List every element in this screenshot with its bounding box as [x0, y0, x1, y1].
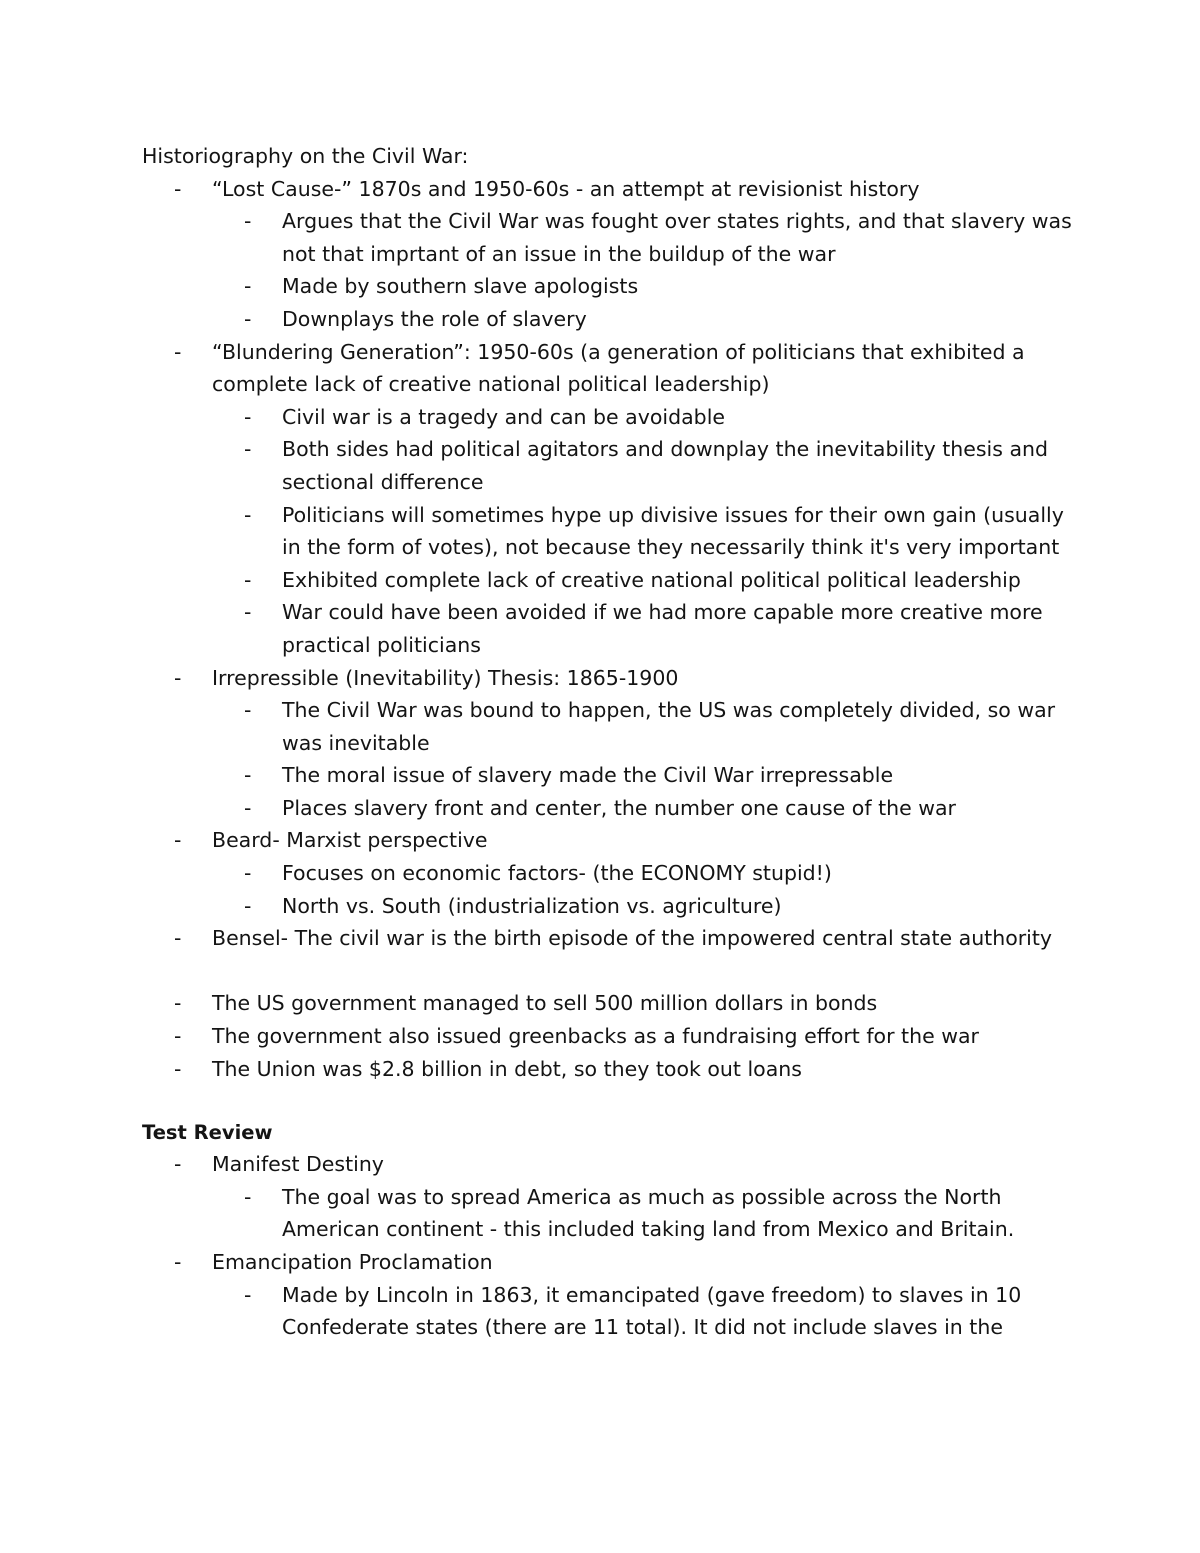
sub-list-item: [212, 433, 1072, 498]
sub-list-item: [212, 270, 1072, 303]
sub-list-item-text: The Civil War was bound to happen, the US was completely divided, so war was inevitable: [282, 698, 1056, 755]
bullet-dash: -: [174, 926, 182, 951]
bullet-dash: -: [244, 404, 252, 429]
list-item-text: “Blundering Generation”: 1950-60s (a generation of politicians that exhibited a complete lack of creative national political leadership): [212, 339, 1025, 397]
bullet-dash: -: [174, 665, 182, 690]
bullet-dash: -: [244, 274, 252, 299]
sub-list-item-text: The goal was to spread America as much as possible across the North American continent - this included taking land from Mexico and Britain.: [282, 1184, 1015, 1242]
list-item: [142, 336, 1072, 662]
sub-list-item: [212, 1181, 1072, 1246]
sub-list: [212, 1279, 1072, 1344]
bullet-dash: -: [244, 698, 252, 723]
sub-list-item-text: Argues that the Civil War was fought over states rights, and that slavery was not that imprtant of an issue in the buildup of the war: [282, 209, 1072, 266]
list-item-text: Beard- Marxist perspective: [212, 828, 488, 853]
list-item-text: The government also issued greenbacks as a fundraising effort for the war: [212, 1024, 979, 1049]
sub-list-item: [212, 694, 1072, 759]
bullet-dash: -: [174, 1152, 182, 1177]
sub-list-item: [212, 596, 1072, 661]
sub-list-item: [212, 792, 1072, 825]
bullet-dash: -: [244, 306, 252, 331]
sub-list-item-text: Politicians will sometimes hype up divisive issues for their own gain (usually in the form of votes), not because they necessarily think it's very important: [282, 502, 1064, 560]
bullet-dash: -: [174, 1056, 182, 1081]
sub-list: [212, 857, 1072, 922]
sub-list-item: [212, 401, 1072, 434]
bullet-dash: -: [174, 991, 182, 1016]
sub-list-item: [212, 205, 1072, 270]
bullet-dash: -: [244, 502, 252, 527]
sub-list-item-text: Places slavery front and center, the number one cause of the war: [282, 795, 956, 820]
bullet-dash: -: [244, 795, 252, 820]
blank-line: [142, 1085, 1072, 1118]
bullet-dash: -: [174, 1250, 182, 1274]
war-finance-list: [142, 987, 1072, 1085]
list-item-text: Manifest Destiny: [212, 1152, 384, 1177]
sub-list-item: [212, 857, 1072, 890]
list-item: [142, 1053, 1072, 1086]
list-item-text: Bensel- The civil war is the birth episode of the impowered central state authority: [212, 926, 1053, 951]
sub-list-item-text: Made by Lincoln in 1863, it emancipated (gave freedom) to slaves in 10 Confederate states (there are 11 total). It did not include slaves in the: [282, 1282, 1022, 1340]
sub-list-item-text: Made by southern slave apologists: [282, 274, 639, 299]
sub-list-item-text: Exhibited complete lack of creative national political political leadership: [282, 567, 1021, 592]
sub-list-item: [212, 759, 1072, 792]
bullet-dash: -: [244, 861, 252, 886]
bullet-dash: -: [174, 828, 182, 853]
bullet-dash: -: [174, 176, 182, 201]
sub-list-item-text: Focuses on economic factors- (the ECONOMY stupid!): [282, 861, 832, 886]
list-item: [142, 1020, 1072, 1053]
notes-body: [142, 140, 1072, 1344]
test-review-list: [142, 1148, 1072, 1344]
sub-list-item-text: Civil war is a tragedy and can be avoidable: [282, 404, 726, 429]
sub-list-item: [212, 499, 1072, 564]
bullet-dash: -: [244, 437, 252, 462]
list-item-text: Irrepressible (Inevitability) Thesis: 1865-1900: [212, 665, 679, 690]
bullet-dash: -: [174, 339, 182, 364]
list-item-text: “Lost Cause-” 1870s and 1950-60s - an attempt at revisionist history: [212, 176, 920, 201]
sub-list: [212, 1181, 1072, 1246]
list-item: [142, 1148, 1072, 1246]
sub-list-item-text: War could have been avoided if we had more capable more creative more practical politicians: [282, 600, 1043, 657]
blank-line: [142, 955, 1072, 988]
bullet-dash: -: [244, 893, 252, 918]
sub-list-item-text: North vs. South (industrialization vs. agriculture): [282, 893, 782, 918]
list-item: [142, 662, 1072, 825]
list-item: [142, 987, 1072, 1020]
sub-list-item: [212, 1279, 1072, 1344]
bullet-dash: -: [244, 763, 252, 788]
sub-list: [212, 401, 1072, 662]
sub-list-item-text: Both sides had political agitators and downplay the inevitability thesis and sectional difference: [282, 437, 1049, 494]
sub-list: [212, 694, 1072, 824]
sub-list-item-text: The moral issue of slavery made the Civil War irrepressable: [282, 763, 894, 788]
list-item: [142, 173, 1072, 336]
list-item: [142, 922, 1072, 955]
list-item-text: The US government managed to sell 500 million dollars in bonds: [212, 991, 878, 1016]
section-title-test-review: Test Review: [142, 1121, 273, 1145]
list-item: [142, 1246, 1072, 1344]
list-item: [142, 824, 1072, 922]
bullet-dash: -: [244, 1184, 252, 1209]
section-title-historiography: Historiography on the Civil War:: [142, 144, 469, 168]
bullet-dash: -: [244, 209, 252, 234]
bullet-dash: -: [244, 600, 252, 625]
list-item-text: Emancipation Proclamation: [212, 1250, 493, 1274]
list-item-text: The Union was $2.8 billion in debt, so they took out loans: [212, 1056, 802, 1081]
sub-list-item: [212, 303, 1072, 336]
sub-list-item: [212, 890, 1072, 923]
bullet-dash: -: [244, 567, 252, 592]
sub-list: [212, 205, 1072, 335]
bullet-dash: -: [244, 1282, 252, 1307]
bullet-dash: -: [174, 1024, 182, 1049]
historiography-list: [142, 173, 1072, 955]
sub-list-item-text: Downplays the role of slavery: [282, 306, 587, 331]
sub-list-item: [212, 564, 1072, 597]
